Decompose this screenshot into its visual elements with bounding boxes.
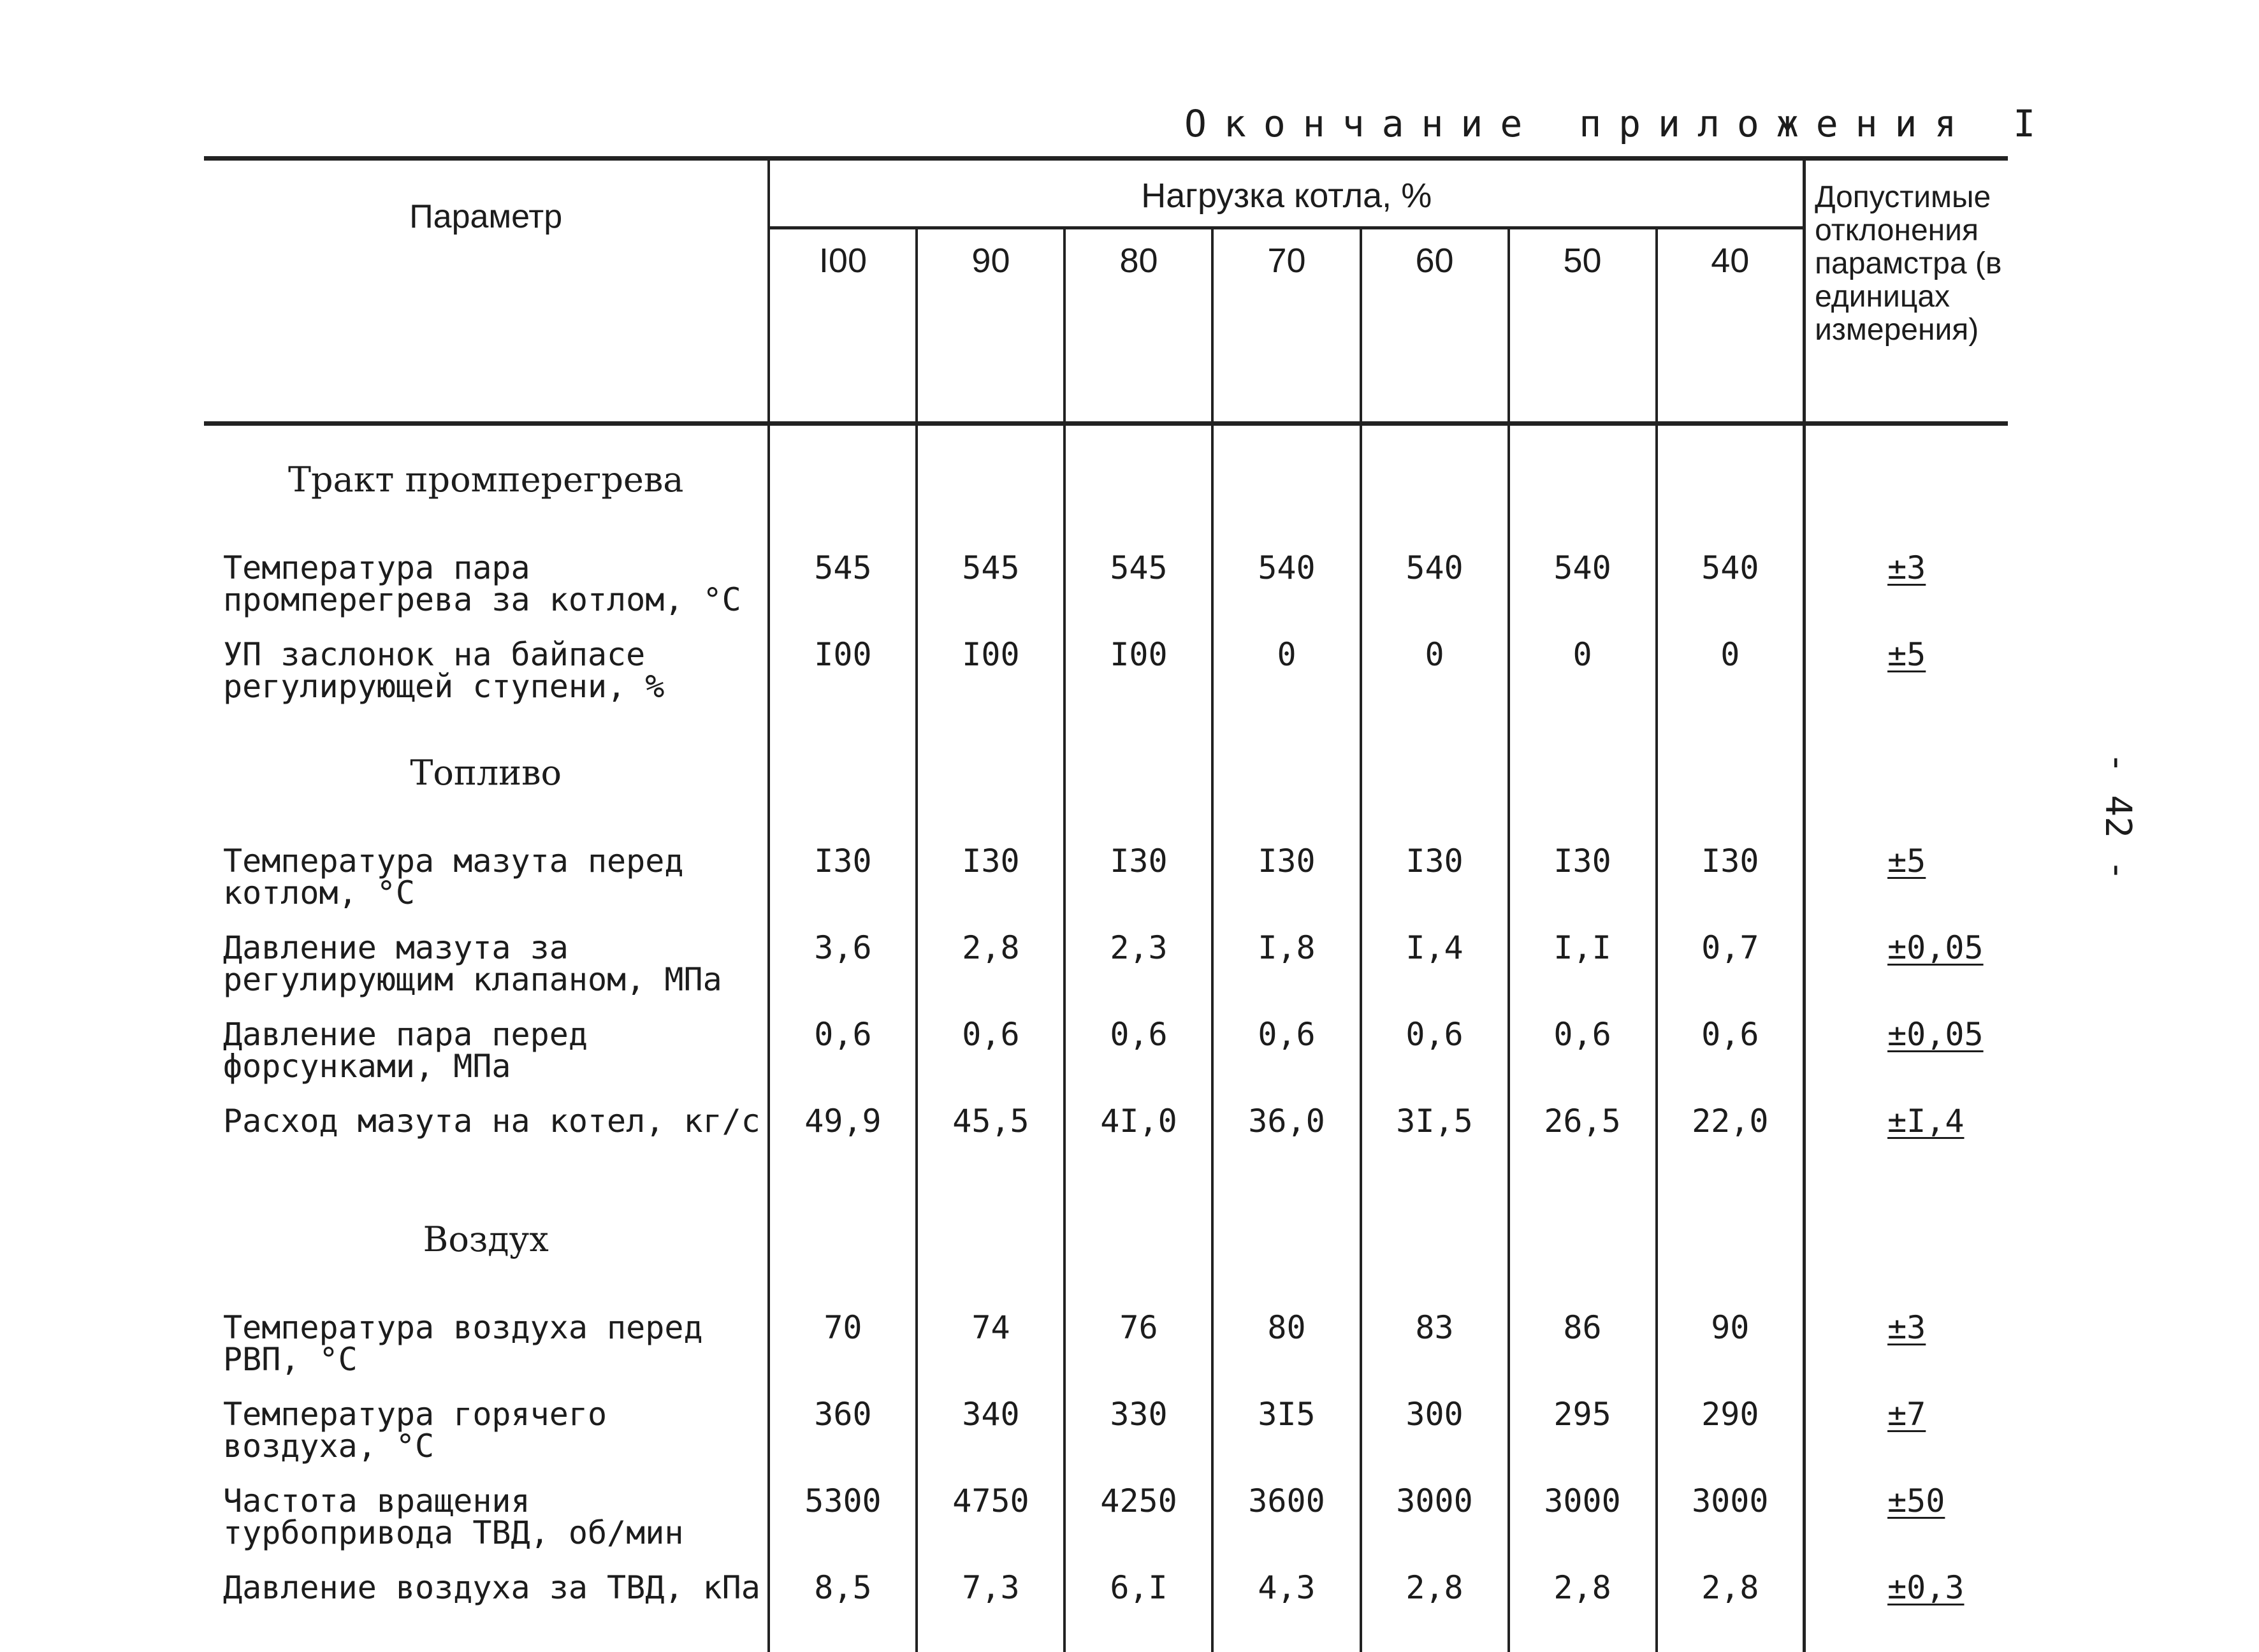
empty-cell	[1509, 1185, 1657, 1305]
load-column-header: 50	[1509, 228, 1657, 424]
deviation-value: ±3	[1887, 549, 1926, 586]
value-cell: 0,6	[1064, 1012, 1212, 1099]
empty-cell	[1657, 1185, 1805, 1305]
empty-cell	[1212, 424, 1360, 546]
load-column-header: 90	[917, 228, 1064, 424]
value-cell: I30	[1361, 839, 1509, 925]
empty-cell	[1657, 424, 1805, 546]
section-title: Топливо	[204, 719, 769, 839]
deviation-value: ±5	[1887, 636, 1926, 673]
empty-cell	[917, 1185, 1064, 1305]
value-cell: 4,3	[1212, 1565, 1360, 1652]
param-name: УП заслонок на байпасе регулирующей ступени, %	[204, 632, 769, 719]
value-cell: 76	[1064, 1305, 1212, 1392]
load-column-header: 80	[1064, 228, 1212, 424]
empty-cell	[769, 719, 917, 839]
empty-cell	[1064, 719, 1212, 839]
value-cell: 90	[1657, 1305, 1805, 1392]
deviation-value: ±0,05	[1887, 929, 1984, 966]
value-cell: I,8	[1212, 925, 1360, 1012]
section-row	[204, 1185, 2008, 1305]
value-cell: I30	[769, 839, 917, 925]
value-cell: 2,8	[1657, 1565, 1805, 1652]
value-cell: 6,I	[1064, 1565, 1212, 1652]
table-row	[204, 1565, 2008, 1652]
value-cell: 290	[1657, 1392, 1805, 1479]
appendix-caption: Окончание приложения I	[1184, 102, 2052, 145]
value-cell: I,I	[1509, 925, 1657, 1012]
value-cell: I,4	[1361, 925, 1509, 1012]
value-cell: 3000	[1509, 1479, 1657, 1565]
empty-cell	[1361, 719, 1509, 839]
value-cell: 3,6	[769, 925, 917, 1012]
param-name: Температура пара промперегрева за котлом, °С	[204, 546, 769, 632]
value-cell: 8,5	[769, 1565, 917, 1652]
param-name: Давление воздуха за ТВД, кПа	[204, 1565, 769, 1652]
table-row	[204, 1305, 2008, 1392]
table-row	[204, 839, 2008, 925]
empty-cell	[1064, 424, 1212, 546]
value-cell: 0,6	[769, 1012, 917, 1099]
param-name: Давление пара перед форсунками, МПа	[204, 1012, 769, 1099]
param-name: Температура воздуха перед РВП, °С	[204, 1305, 769, 1392]
empty-cell	[917, 424, 1064, 546]
value-cell: 3000	[1361, 1479, 1509, 1565]
value-cell: 0,6	[1657, 1012, 1805, 1099]
load-column-header: 70	[1212, 228, 1360, 424]
value-cell: I30	[1064, 839, 1212, 925]
value-cell: 4250	[1064, 1479, 1212, 1565]
value-cell: 83	[1361, 1305, 1509, 1392]
deviation-value: ±7	[1887, 1396, 1926, 1433]
deviation-cell	[1805, 925, 2008, 1012]
value-cell: 3I,5	[1361, 1099, 1509, 1185]
value-cell: 2,8	[1509, 1565, 1657, 1652]
load-column-header: 40	[1657, 228, 1805, 424]
value-cell: 0,6	[1361, 1012, 1509, 1099]
section-row	[204, 424, 2008, 546]
value-cell: 0,7	[1657, 925, 1805, 1012]
value-cell: 2,8	[1361, 1565, 1509, 1652]
empty-cell	[769, 1185, 917, 1305]
load-column-header: I00	[769, 228, 917, 424]
empty-cell	[1064, 1185, 1212, 1305]
value-cell: 0	[1212, 632, 1360, 719]
value-cell: 26,5	[1509, 1099, 1657, 1185]
empty-cell	[917, 719, 1064, 839]
param-name: Давление мазута за регулирующим клапаном, МПа	[204, 925, 769, 1012]
value-cell: I00	[769, 632, 917, 719]
page-number: - 42 -	[2092, 752, 2143, 829]
deviation-value: ±0,05	[1887, 1016, 1984, 1053]
value-cell: I30	[1212, 839, 1360, 925]
empty-cell	[1361, 1185, 1509, 1305]
empty-cell	[1212, 719, 1360, 839]
param-column-header: Параметр	[204, 159, 769, 424]
table-row	[204, 925, 2008, 1012]
value-cell: I30	[917, 839, 1064, 925]
value-cell: 4750	[917, 1479, 1064, 1565]
value-cell: 2,3	[1064, 925, 1212, 1012]
table-row	[204, 546, 2008, 632]
value-cell: 540	[1657, 546, 1805, 632]
value-cell: 545	[769, 546, 917, 632]
empty-cell	[1509, 719, 1657, 839]
deviation-value: ±3	[1887, 1309, 1926, 1346]
empty-cell	[769, 424, 917, 546]
parameters-table	[204, 156, 2008, 1463]
param-name: Температура мазута перед котлом, °С	[204, 839, 769, 925]
value-cell: 3600	[1212, 1479, 1360, 1565]
value-cell: 0,6	[1509, 1012, 1657, 1099]
deviation-cell	[1805, 1479, 2008, 1565]
value-cell: 80	[1212, 1305, 1360, 1392]
value-cell: 4I,0	[1064, 1099, 1212, 1185]
deviation-cell	[1805, 1305, 2008, 1392]
value-cell: 74	[917, 1305, 1064, 1392]
load-column-header: 60	[1361, 228, 1509, 424]
load-group-header: Нагрузка котла, %	[769, 159, 1804, 228]
empty-cell	[1657, 719, 1805, 839]
value-cell: 540	[1361, 546, 1509, 632]
empty-cell	[1805, 424, 2008, 546]
value-cell: 3I5	[1212, 1392, 1360, 1479]
table-row	[204, 632, 2008, 719]
table-body	[204, 424, 2008, 1652]
value-cell: 0	[1361, 632, 1509, 719]
value-cell: 3000	[1657, 1479, 1805, 1565]
value-cell: I30	[1509, 839, 1657, 925]
value-cell: 2,8	[917, 925, 1064, 1012]
empty-cell	[1212, 1185, 1360, 1305]
empty-cell	[1805, 1185, 2008, 1305]
boiler-parameters-table	[204, 156, 2008, 1652]
value-cell: I30	[1657, 839, 1805, 925]
value-cell: I00	[917, 632, 1064, 719]
section-title: Тракт промперегрева	[204, 424, 769, 546]
table-row	[204, 1479, 2008, 1565]
value-cell: 540	[1212, 546, 1360, 632]
deviation-value: ±I,4	[1887, 1103, 1964, 1140]
value-cell: 330	[1064, 1392, 1212, 1479]
deviation-value: ±0,3	[1887, 1569, 1964, 1606]
value-cell: 5300	[769, 1479, 917, 1565]
empty-cell	[1361, 424, 1509, 546]
value-cell: 36,0	[1212, 1099, 1360, 1185]
deviation-cell	[1805, 546, 2008, 632]
value-cell: I00	[1064, 632, 1212, 719]
table-header	[204, 159, 2008, 424]
value-cell: 545	[917, 546, 1064, 632]
section-row	[204, 719, 2008, 839]
deviation-cell	[1805, 1392, 2008, 1479]
value-cell: 300	[1361, 1392, 1509, 1479]
value-cell: 7,3	[917, 1565, 1064, 1652]
table-row	[204, 1099, 2008, 1185]
value-cell: 22,0	[1657, 1099, 1805, 1185]
value-cell: 0	[1509, 632, 1657, 719]
section-title: Воздух	[204, 1185, 769, 1305]
deviation-column-header: Допустимые отклонения парамстра (в единицах измерения)	[1805, 159, 2008, 424]
param-name: Расход мазута на котел, кг/с	[204, 1099, 769, 1185]
value-cell: 540	[1509, 546, 1657, 632]
param-name: Частота вращения турбопривода ТВД, об/мин	[204, 1479, 769, 1565]
table-row	[204, 1392, 2008, 1479]
deviation-value: ±5	[1887, 843, 1926, 880]
value-cell: 70	[769, 1305, 917, 1392]
deviation-cell	[1805, 1099, 2008, 1185]
param-name: Температура горячего воздуха, °С	[204, 1392, 769, 1479]
deviation-value: ±50	[1887, 1482, 1945, 1519]
table-row	[204, 1012, 2008, 1099]
value-cell: 0,6	[917, 1012, 1064, 1099]
deviation-cell	[1805, 839, 2008, 925]
value-cell: 295	[1509, 1392, 1657, 1479]
value-cell: 0	[1657, 632, 1805, 719]
value-cell: 49,9	[769, 1099, 917, 1185]
value-cell: 45,5	[917, 1099, 1064, 1185]
deviation-cell	[1805, 1012, 2008, 1099]
value-cell: 0,6	[1212, 1012, 1360, 1099]
value-cell: 86	[1509, 1305, 1657, 1392]
empty-cell	[1805, 719, 2008, 839]
deviation-cell	[1805, 1565, 2008, 1652]
value-cell: 545	[1064, 546, 1212, 632]
empty-cell	[1509, 424, 1657, 546]
value-cell: 340	[917, 1392, 1064, 1479]
value-cell: 360	[769, 1392, 917, 1479]
deviation-cell	[1805, 632, 2008, 719]
